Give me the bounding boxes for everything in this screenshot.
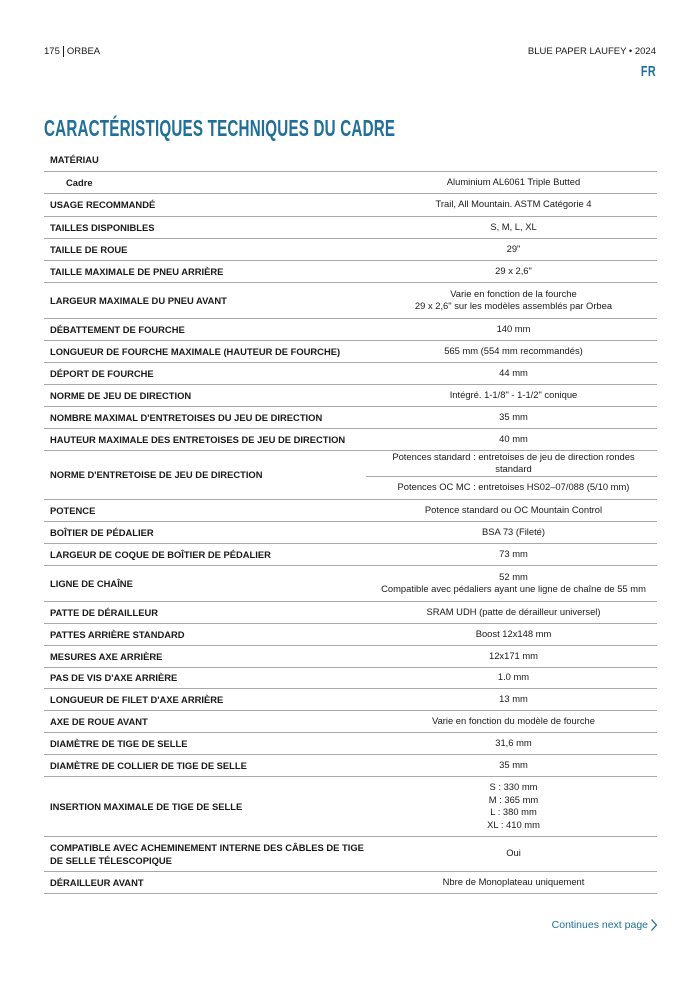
table-row [44, 384, 657, 406]
spec-value: 1.0 mm [366, 667, 657, 688]
spec-value-line: L : 380 mm [490, 806, 537, 817]
table-row [44, 776, 657, 836]
spec-label: INSERTION MAXIMALE DE TIGE DE SELLE [44, 776, 366, 836]
spec-label: LARGEUR MAXIMALE DU PNEU AVANT [44, 282, 366, 318]
spec-label: NOMBRE MAXIMAL D'ENTRETOISES DU JEU DE DIRECTION [44, 406, 366, 428]
spec-value [366, 776, 657, 836]
spec-value-line: 52 mm [499, 570, 528, 582]
table-row [44, 836, 657, 871]
table-row [44, 362, 657, 384]
spec-label: MATÉRIAU [44, 149, 366, 171]
table-row [44, 450, 657, 476]
spec-label: NORME DE JEU DE DIRECTION [44, 384, 366, 406]
table-row [44, 565, 657, 601]
spec-label: AXE DE ROUE AVANT [44, 710, 366, 732]
spec-label: NORME D'ENTRETOISE DE JEU DE DIRECTION [44, 450, 366, 499]
spec-value: 31,6 mm [366, 732, 657, 754]
spec-label: DIAMÈTRE DE TIGE DE SELLE [44, 732, 366, 754]
spec-value: Trail, All Mountain. ASTM Catégorie 4 [366, 193, 657, 216]
spec-value: 35 mm [366, 754, 657, 776]
spec-value: Nbre de Monoplateau uniquement [366, 871, 657, 893]
spec-label: DÉRAILLEUR AVANT [44, 871, 366, 893]
spec-value: Aluminium AL6061 Triple Butted [366, 171, 657, 193]
spec-label: HAUTEUR MAXIMALE DES ENTRETOISES DE JEU DE DIRECTION [44, 428, 366, 450]
spec-label: DIAMÈTRE DE COLLIER DE TIGE DE SELLE [44, 754, 366, 776]
spec-value: BSA 73 (Fileté) [366, 521, 657, 543]
table-row [44, 171, 657, 193]
spec-label: PATTES ARRIÈRE STANDARD [44, 623, 366, 645]
spec-value: 13 mm [366, 688, 657, 710]
table-row [44, 688, 657, 710]
spec-label: POTENCE [44, 499, 366, 521]
spec-value-line: Varie en fonction de la fourche [450, 287, 577, 299]
table-row [44, 645, 657, 667]
continue-link[interactable] [552, 918, 658, 932]
table-row [44, 149, 657, 171]
spec-label: TAILLE DE ROUE [44, 238, 366, 260]
chevron-right-icon [650, 918, 658, 932]
spec-label: COMPATIBLE AVEC ACHEMINEMENT INTERNE DES CÂBLES DE TIGE DE SELLE TÉLESCOPIQUE [44, 836, 366, 871]
document-title: BLUE PAPER LAUFEY • 2024 [527, 46, 656, 57]
page-number: 175 [44, 46, 64, 57]
table-row [44, 521, 657, 543]
spec-value: Intégré. 1-1/8" - 1-1/2" conique [366, 384, 657, 406]
table-row [44, 216, 657, 238]
spec-value: Potences OC MC : entretoises HS02–07/088 (5/10 mm) [366, 476, 657, 499]
table-row [44, 623, 657, 645]
spec-label: DÉPORT DE FOURCHE [44, 362, 366, 384]
language-tag: FR [640, 63, 656, 80]
brand-name: ORBEA [66, 46, 101, 57]
spec-value-line: M : 365 mm [488, 793, 539, 805]
frame-specs-table [44, 149, 657, 894]
spec-value: Oui [366, 836, 657, 871]
page-header [44, 46, 656, 62]
page-title: CARACTÉRISTIQUES TECHNIQUES DU CADRE [44, 115, 396, 141]
spec-value: 73 mm [366, 543, 657, 565]
table-row [44, 193, 657, 216]
spec-label: PAS DE VIS D'AXE ARRIÈRE [44, 667, 366, 688]
spec-value: 29 x 2,6" [366, 260, 657, 282]
spec-value: 140 mm [366, 318, 657, 340]
spec-label: USAGE RECOMMANDÉ [44, 193, 366, 216]
spec-label: BOÎTIER DE PÉDALIER [44, 521, 366, 543]
spec-value-line: S : 330 mm [489, 781, 538, 792]
spec-value [366, 282, 657, 318]
table-row [44, 340, 657, 362]
table-row [44, 428, 657, 450]
table-row [44, 499, 657, 521]
table-row [44, 406, 657, 428]
continue-label: Continues next page [551, 919, 648, 931]
spec-value-line: 29 x 2,6" sur les modèles assemblés par Orbea [414, 300, 613, 311]
spec-label: TAILLES DISPONIBLES [44, 216, 366, 238]
spec-table-body [44, 149, 657, 893]
spec-value: 35 mm [366, 406, 657, 428]
spec-value: S, M, L, XL [366, 216, 657, 238]
spec-label: DÉBATTEMENT DE FOURCHE [44, 318, 366, 340]
spec-value: 12x171 mm [366, 645, 657, 667]
spec-label: MESURES AXE ARRIÈRE [44, 645, 366, 667]
spec-value: 565 mm (554 mm recommandés) [366, 340, 657, 362]
spec-value: Boost 12x148 mm [366, 623, 657, 645]
spec-value-line: XL : 410 mm [487, 818, 540, 830]
table-row [44, 667, 657, 688]
spec-label: Cadre [44, 171, 366, 193]
spec-label: TAILLE MAXIMALE DE PNEU ARRIÈRE [44, 260, 366, 282]
table-row [44, 754, 657, 776]
spec-value: Potence standard ou OC Mountain Control [366, 499, 657, 521]
spec-value [366, 149, 657, 171]
table-row [44, 732, 657, 754]
spec-value-line: Compatible avec pédaliers ayant une ligne de chaîne de 55 mm [381, 583, 646, 594]
spec-label: LONGUEUR DE FOURCHE MAXIMALE (HAUTEUR DE FOURCHE) [44, 340, 366, 362]
table-row [44, 282, 657, 318]
table-row [44, 871, 657, 893]
spec-value: Varie en fonction du modèle de fourche [366, 710, 657, 732]
table-row [44, 710, 657, 732]
spec-value: Potences standard : entretoises de jeu de direction rondes standard [366, 450, 657, 476]
header-left [44, 46, 100, 57]
spec-value: 40 mm [366, 428, 657, 450]
spec-value: 29" [366, 238, 657, 260]
table-row [44, 260, 657, 282]
table-row [44, 318, 657, 340]
spec-label: LARGEUR DE COQUE DE BOÎTIER DE PÉDALIER [44, 543, 366, 565]
table-row [44, 601, 657, 623]
spec-value [366, 565, 657, 601]
table-row [44, 543, 657, 565]
table-row [44, 238, 657, 260]
spec-value: SRAM UDH (patte de dérailleur universel) [366, 601, 657, 623]
spec-label: LONGUEUR DE FILET D'AXE ARRIÈRE [44, 688, 366, 710]
spec-label: PATTE DE DÉRAILLEUR [44, 601, 366, 623]
spec-value: 44 mm [366, 362, 657, 384]
spec-label: LIGNE DE CHAÎNE [44, 565, 366, 601]
